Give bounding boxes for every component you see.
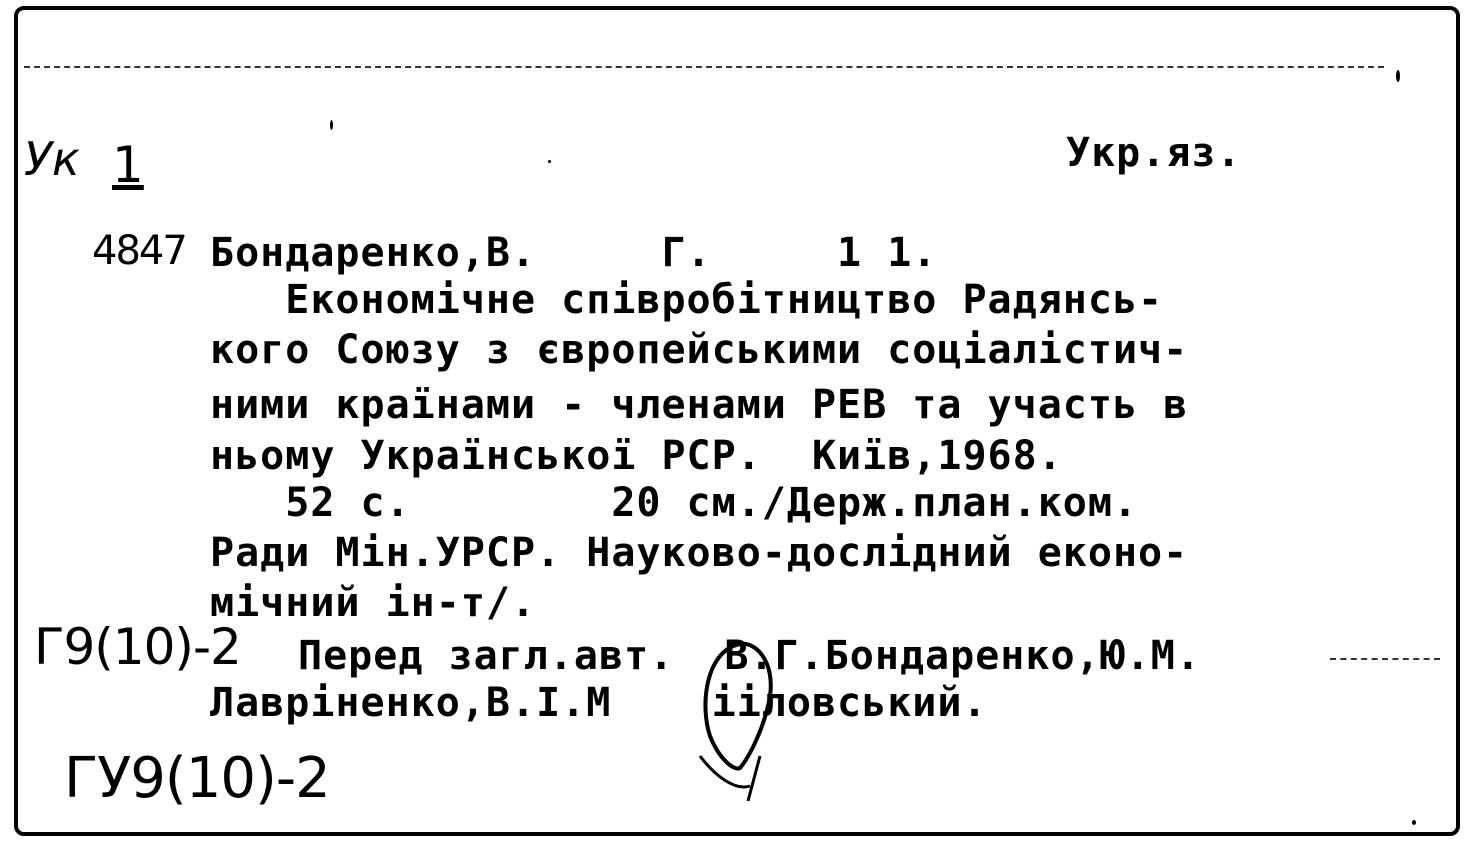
speck	[1412, 820, 1416, 825]
description-line: кого Союзу з європейськими соціалістич-	[210, 327, 1189, 373]
right-rule	[1330, 658, 1440, 660]
classification-primary: Г9(10)-2	[34, 618, 241, 676]
hand-prefix: Ук	[24, 132, 80, 186]
description-line: ними країнами - членами РЕВ та участь в	[210, 382, 1189, 428]
speck	[1396, 70, 1400, 82]
description-line: 52 с. 20 см./Держ.план.ком.	[210, 480, 1139, 526]
hand-number: 1	[112, 136, 144, 194]
speck	[548, 160, 551, 163]
description-line: Лавріненко,В.І.М ііловський.	[210, 680, 988, 726]
description-line: ньому Української РСР. Київ,1968.	[210, 433, 1063, 479]
shelf-mark: 4847	[92, 228, 186, 274]
speck	[330, 120, 333, 130]
description-line: Економічне співробітництво Радянсь-	[210, 277, 1164, 323]
punch-hole-mark	[690, 636, 790, 806]
description-line: мічний ін-т/.	[210, 580, 537, 626]
author-line: Бондаренко,В. Г. 1 1.	[210, 230, 938, 276]
top-rule	[24, 66, 1384, 68]
language-code: Укр.яз.	[1066, 130, 1242, 176]
description-line: Ради Мін.УРСР. Науково-дослідний еконо-	[210, 530, 1189, 576]
classification-secondary: ГУ9(10)-2	[64, 746, 330, 811]
description-line: Перед загл.авт. В.Г.Бондаренко,Ю.М.	[298, 633, 1201, 679]
